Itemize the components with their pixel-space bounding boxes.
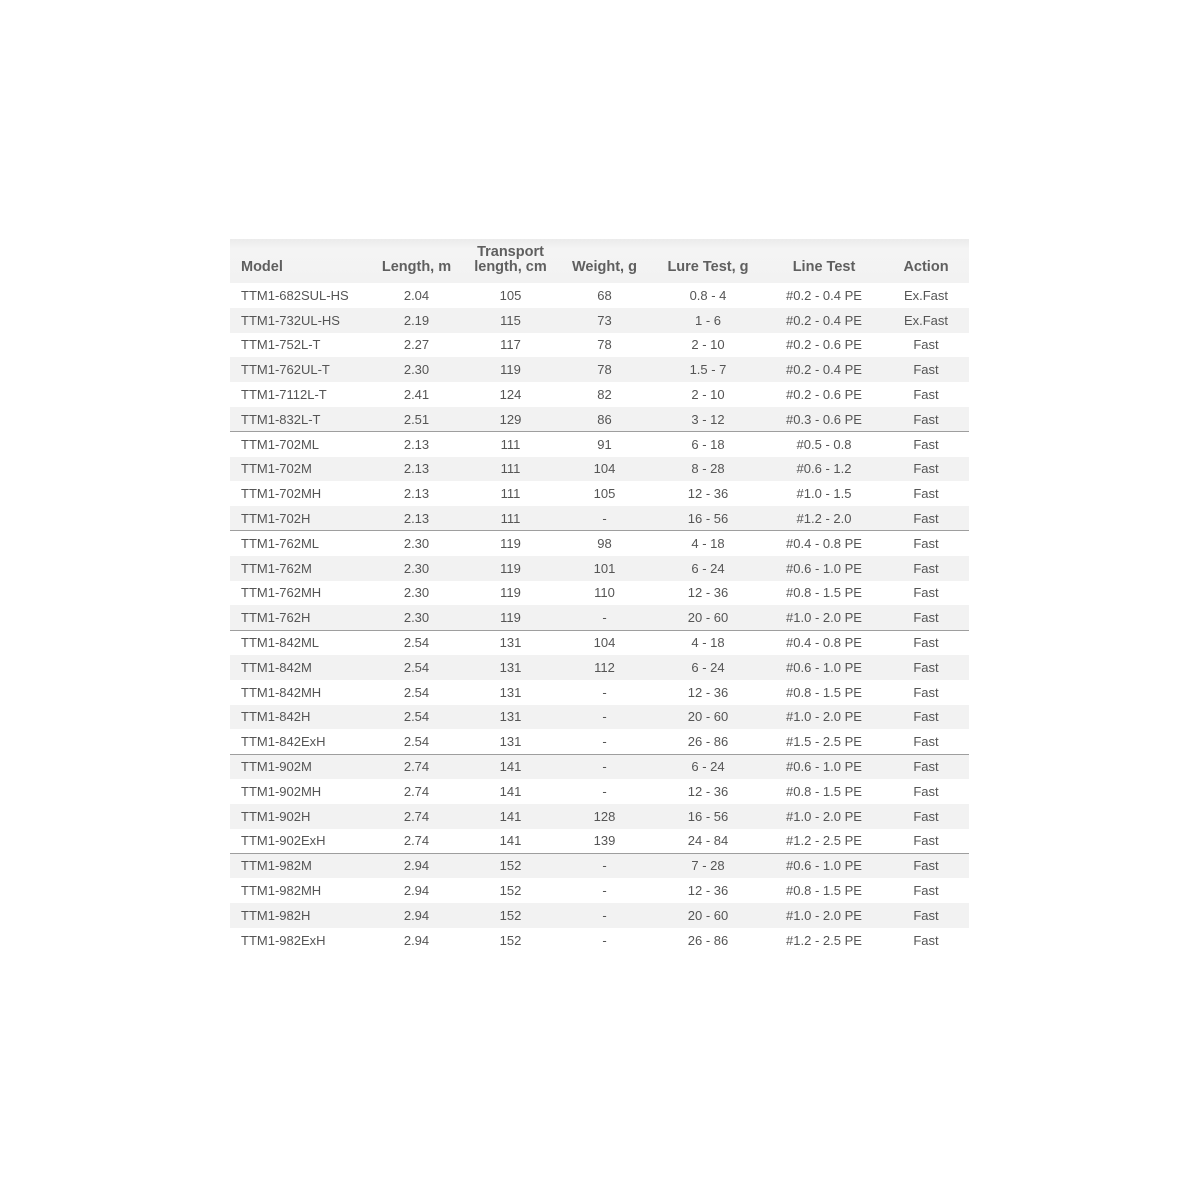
cell-lure-test: 24 - 84	[687, 833, 729, 849]
cell-line-test: #0.2 - 0.4 PE	[786, 312, 862, 328]
cell-length: 2.30	[370, 531, 463, 556]
cell-length: 2.13	[370, 432, 463, 457]
cell-weight: -	[602, 684, 607, 700]
cell-action: Fast	[913, 486, 939, 502]
cell-model: TTM1-762H	[241, 610, 311, 625]
cell-action: Fast	[913, 510, 939, 526]
cell-action: Fast	[913, 932, 939, 948]
table-row	[230, 457, 969, 482]
cell-weight: -	[558, 754, 651, 779]
cell-model: TTM1-982H	[241, 907, 311, 923]
cell-line-test: #1.2 - 2.5 PE	[786, 833, 862, 849]
cell-line-test: #0.6 - 1.0 PE	[786, 560, 862, 576]
cell-length: 2.74	[403, 808, 430, 824]
cell-action: Fast	[913, 411, 939, 427]
cell-length: 2.54	[403, 733, 430, 749]
cell-model: TTM1-732UL-HS	[241, 312, 340, 328]
cell-weight: 73	[597, 312, 612, 328]
cell-length: 2.74	[370, 754, 463, 779]
cell-lure-test: 8 - 28	[691, 461, 725, 477]
cell-line-test: #0.6 - 1.2	[796, 461, 852, 477]
cell-transport-length: 119	[500, 362, 521, 378]
cell-action: Fast	[913, 659, 939, 675]
cell-lure-test: 26 - 86	[687, 733, 729, 749]
column-header-line-test: Line Test	[792, 259, 856, 275]
cell-weight: 68	[597, 287, 612, 303]
cell-model: TTM1-702M	[241, 461, 312, 477]
cell-length: 2.13	[403, 461, 430, 477]
column-header-length: Length, m	[381, 259, 452, 275]
table-row	[230, 655, 969, 680]
cell-transport-length: 119	[463, 531, 558, 556]
cell-action: Fast	[883, 754, 969, 779]
cell-line-test: #0.8 - 1.5 PE	[786, 684, 862, 700]
cell-weight: -	[602, 709, 607, 725]
table-row	[230, 829, 969, 854]
cell-action: Fast	[913, 808, 939, 824]
cell-length: 2.30	[403, 610, 430, 625]
cell-lure-test: 7 - 28	[651, 853, 765, 878]
cell-model: TTM1-842ExH	[241, 733, 326, 749]
cell-weight: 105	[593, 486, 616, 502]
cell-length: 2.54	[403, 659, 430, 675]
cell-line-test: #0.2 - 0.6 PE	[786, 337, 862, 353]
table-body	[230, 283, 969, 953]
cell-lure-test: 20 - 60	[687, 610, 729, 625]
cell-model: TTM1-982M	[230, 853, 370, 878]
cell-line-test: #0.2 - 0.4 PE	[786, 362, 862, 378]
cell-action: Fast	[913, 387, 939, 403]
cell-model: TTM1-762M	[241, 560, 312, 576]
cell-model: TTM1-762ML	[230, 531, 370, 556]
table-row	[230, 878, 969, 903]
table-row	[230, 382, 969, 407]
cell-length: 2.74	[403, 833, 430, 849]
cell-action: Fast	[913, 833, 939, 849]
cell-lure-test: 6 - 24	[651, 754, 765, 779]
cell-transport-length: 124	[499, 387, 522, 403]
cell-line-test: #1.0 - 2.0 PE	[786, 808, 862, 824]
cell-transport-length: 131	[499, 684, 522, 700]
table-row	[230, 754, 969, 779]
cell-length: 2.30	[403, 585, 430, 601]
cell-lure-test: 12 - 36	[687, 883, 729, 899]
column-header-action: Action	[903, 259, 949, 275]
cell-length: 2.27	[403, 337, 430, 353]
cell-weight: -	[602, 783, 607, 799]
cell-length: 2.13	[403, 486, 430, 502]
cell-weight: 78	[597, 362, 612, 378]
cell-lure-test: 12 - 36	[687, 684, 729, 700]
table-row	[230, 432, 969, 457]
cell-weight: 128	[593, 808, 616, 824]
cell-model: TTM1-842M	[241, 659, 312, 675]
cell-lure-test: 3 - 12	[691, 411, 725, 427]
cell-action: Fast	[913, 684, 939, 700]
cell-length: 2.54	[403, 709, 430, 725]
table-row	[230, 605, 969, 630]
cell-action: Fast	[913, 560, 939, 576]
cell-model: TTM1-982ExH	[241, 932, 326, 948]
cell-line-test: #1.0 - 2.0 PE	[786, 709, 862, 725]
cell-length: 2.94	[370, 853, 463, 878]
table-row	[230, 903, 969, 928]
cell-weight: 112	[594, 659, 615, 675]
cell-transport-length: 119	[500, 560, 521, 576]
table-row	[230, 308, 969, 333]
cell-model: TTM1-982MH	[241, 883, 322, 899]
cell-line-test: #0.8 - 1.5 PE	[786, 585, 862, 601]
cell-weight: -	[602, 733, 607, 749]
cell-transport-length: 131	[463, 630, 558, 655]
cell-lure-test: 16 - 56	[687, 510, 729, 526]
table-row	[230, 928, 969, 953]
cell-line-test: #1.0 - 2.0 PE	[786, 907, 862, 923]
cell-transport-length: 152	[499, 907, 522, 923]
cell-line-test: #1.2 - 2.5 PE	[786, 932, 862, 948]
cell-lure-test: 4 - 18	[651, 531, 765, 556]
cell-action: Fast	[883, 853, 969, 878]
cell-line-test: #1.0 - 1.5	[796, 486, 852, 502]
rod-spec-table	[230, 239, 969, 953]
cell-weight: -	[602, 510, 607, 526]
cell-weight: -	[602, 883, 607, 899]
cell-length: 2.94	[403, 907, 430, 923]
cell-model: TTM1-7112L-T	[241, 387, 327, 403]
cell-transport-length: 131	[499, 733, 522, 749]
cell-line-test: #1.5 - 2.5 PE	[786, 733, 862, 749]
cell-lure-test: 0.8 - 4	[689, 287, 727, 303]
cell-action: Fast	[883, 432, 969, 457]
cell-model: TTM1-702MH	[241, 486, 322, 502]
cell-weight: 98	[558, 531, 651, 556]
cell-action: Fast	[913, 883, 939, 899]
cell-model: TTM1-702H	[241, 510, 311, 526]
cell-lure-test: 12 - 36	[687, 486, 729, 502]
table-row	[230, 804, 969, 829]
cell-lure-test: 6 - 24	[691, 560, 725, 576]
cell-line-test: #0.5 - 0.8	[765, 432, 883, 457]
cell-transport-length: 119	[500, 610, 521, 625]
cell-line-test: #0.8 - 1.5 PE	[786, 783, 862, 799]
cell-transport-length: 111	[500, 510, 521, 526]
cell-weight: 104	[593, 461, 616, 477]
cell-weight: 101	[593, 560, 616, 576]
cell-line-test: #0.3 - 0.6 PE	[786, 411, 862, 427]
column-header-model: Model	[241, 259, 283, 275]
table-row	[230, 779, 969, 804]
table-row	[230, 357, 969, 382]
cell-weight: 110	[594, 585, 615, 601]
cell-action: Fast	[913, 362, 939, 378]
cell-transport-length: 152	[499, 883, 522, 899]
cell-model: TTM1-902MH	[241, 783, 322, 799]
cell-action: Fast	[883, 531, 969, 556]
table-row	[230, 630, 969, 655]
cell-transport-length: 129	[499, 411, 522, 427]
cell-lure-test: 20 - 60	[687, 907, 729, 923]
cell-transport-length: 131	[499, 659, 522, 675]
cell-action: Fast	[913, 907, 939, 923]
cell-length: 2.51	[403, 411, 430, 427]
cell-length: 2.74	[403, 783, 430, 799]
cell-transport-length: 141	[499, 833, 522, 849]
cell-length: 2.94	[403, 883, 430, 899]
cell-transport-length: 152	[499, 932, 522, 948]
cell-length: 2.54	[370, 630, 463, 655]
cell-model: TTM1-702ML	[230, 432, 370, 457]
cell-line-test: #0.6 - 1.0 PE	[765, 853, 883, 878]
cell-line-test: #0.8 - 1.5 PE	[786, 883, 862, 899]
cell-weight: -	[602, 932, 607, 948]
cell-action: Fast	[883, 630, 969, 655]
column-header-weight: Weight, g	[572, 259, 637, 275]
cell-lure-test: 2 - 10	[691, 387, 725, 403]
cell-lure-test: 1 - 6	[694, 312, 721, 328]
cell-transport-length: 152	[463, 853, 558, 878]
cell-action: Fast	[913, 709, 939, 725]
table-row	[230, 407, 969, 432]
cell-line-test: #0.6 - 1.0 PE	[765, 754, 883, 779]
column-header-transport-length: Transport length, cm	[474, 244, 547, 275]
cell-transport-length: 141	[499, 783, 522, 799]
table-row	[230, 481, 969, 506]
cell-length: 2.04	[403, 287, 430, 303]
column-header-lure-test: Lure Test, g	[667, 259, 749, 275]
table-row	[230, 333, 969, 358]
cell-action: Fast	[913, 783, 939, 799]
cell-action: Fast	[913, 610, 939, 625]
cell-transport-length: 115	[500, 312, 521, 328]
cell-length: 2.30	[403, 362, 430, 378]
cell-model: TTM1-762UL-T	[241, 362, 330, 378]
cell-weight: -	[602, 610, 607, 625]
cell-lure-test: 4 - 18	[651, 630, 765, 655]
table-row	[230, 556, 969, 581]
cell-line-test: #0.2 - 0.4 PE	[786, 287, 862, 303]
cell-action: Ex.Fast	[903, 287, 949, 303]
table-row	[230, 680, 969, 705]
table-row	[230, 853, 969, 878]
cell-model: TTM1-902ExH	[241, 833, 326, 849]
cell-lure-test: 26 - 86	[687, 932, 729, 948]
cell-length: 2.30	[403, 560, 430, 576]
cell-lure-test: 12 - 36	[687, 783, 729, 799]
table-row	[230, 581, 969, 606]
cell-transport-length: 131	[499, 709, 522, 725]
cell-lure-test: 16 - 56	[687, 808, 729, 824]
table-header	[230, 239, 969, 283]
cell-action: Fast	[913, 461, 939, 477]
cell-length: 2.94	[403, 932, 430, 948]
cell-transport-length: 141	[499, 808, 522, 824]
cell-weight: 91	[558, 432, 651, 457]
cell-length: 2.19	[403, 312, 430, 328]
table-row	[230, 729, 969, 754]
cell-model: TTM1-842H	[241, 709, 311, 725]
cell-transport-length: 111	[463, 432, 558, 457]
cell-lure-test: 12 - 36	[687, 585, 729, 601]
cell-length: 2.13	[403, 510, 430, 526]
cell-lure-test: 20 - 60	[687, 709, 729, 725]
cell-line-test: #0.4 - 0.8 PE	[765, 531, 883, 556]
cell-model: TTM1-832L-T	[241, 411, 321, 427]
table-row	[230, 506, 969, 531]
cell-lure-test: 6 - 18	[651, 432, 765, 457]
cell-model: TTM1-902H	[241, 808, 311, 824]
cell-weight: 82	[597, 387, 612, 403]
cell-transport-length: 117	[500, 337, 521, 353]
cell-lure-test: 2 - 10	[691, 337, 725, 353]
cell-line-test: #1.0 - 2.0 PE	[786, 610, 862, 625]
cell-weight: 139	[593, 833, 616, 849]
cell-length: 2.41	[403, 387, 430, 403]
cell-transport-length: 111	[500, 486, 521, 502]
cell-model: TTM1-842ML	[230, 630, 370, 655]
cell-model: TTM1-752L-T	[241, 337, 321, 353]
cell-transport-length: 105	[499, 287, 522, 303]
cell-line-test: #0.2 - 0.6 PE	[786, 387, 862, 403]
table-row	[230, 705, 969, 730]
header-row	[230, 239, 969, 283]
cell-model: TTM1-682SUL-HS	[241, 287, 349, 303]
table-row	[230, 283, 969, 308]
cell-model: TTM1-842MH	[241, 684, 322, 700]
cell-model: TTM1-762MH	[241, 585, 322, 601]
cell-line-test: #0.6 - 1.0 PE	[786, 659, 862, 675]
cell-transport-length: 119	[500, 585, 521, 601]
cell-weight: 86	[597, 411, 612, 427]
cell-lure-test: 1.5 - 7	[689, 362, 727, 378]
cell-transport-length: 141	[463, 754, 558, 779]
cell-action: Ex.Fast	[903, 312, 949, 328]
cell-action: Fast	[913, 585, 939, 601]
cell-lure-test: 6 - 24	[691, 659, 725, 675]
cell-weight: 104	[558, 630, 651, 655]
cell-action: Fast	[913, 733, 939, 749]
cell-weight: 78	[597, 337, 612, 353]
cell-model: TTM1-902M	[230, 754, 370, 779]
cell-line-test: #1.2 - 2.0	[796, 510, 852, 526]
cell-transport-length: 111	[500, 461, 521, 477]
cell-line-test: #0.4 - 0.8 PE	[765, 630, 883, 655]
cell-weight: -	[558, 853, 651, 878]
cell-length: 2.54	[403, 684, 430, 700]
cell-action: Fast	[913, 337, 939, 353]
table-row	[230, 531, 969, 556]
cell-weight: -	[602, 907, 607, 923]
